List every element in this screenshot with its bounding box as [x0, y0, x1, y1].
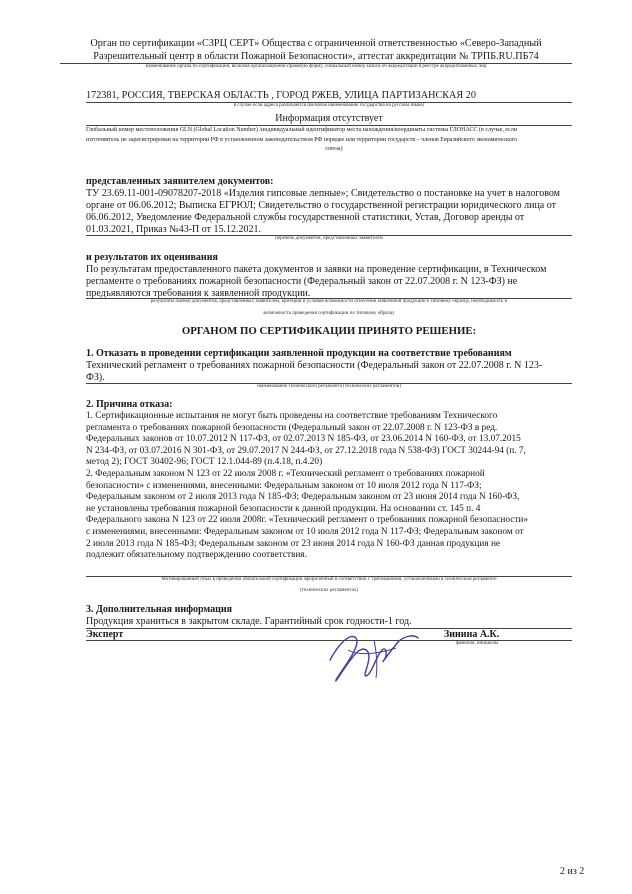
motivation-caption: Мотивированный отказ в проведении обязательной сертификации оформленный в соответствии с требованиями, установленными в техническом регламенте — [161, 577, 497, 582]
documents-heading: представленных заявителем документов: — [86, 176, 274, 187]
evaluation-heading: и результатов их оценивания — [86, 252, 218, 263]
expert-label: Эксперт — [86, 629, 124, 640]
evaluation-caption-2: возможность проведения сертификации по типовому образцу — [263, 311, 395, 316]
issuer-caption: наименование органа по сертификации, включая организационно-правовую форму, уникальный номер записи об аккредитации в реестре аккредитованных лиц — [145, 64, 487, 69]
decision-title: ОРГАНОМ ПО СЕРТИФИКАЦИИ ПРИНЯТО РЕШЕНИЕ: — [181, 325, 477, 337]
evaluation-caption: результаты оценки документов, представленных заявителем, критерии и условия возможности отнесения заявленной продукции к типовому образцу, необходимость и — [150, 299, 508, 304]
section-1: 1. Отказать в проведении сертификации заявленной продукции на соответствие требованиям Технический регламент о требованиях пожарной безопасности (Федеральный закон от 22.07.2008 г. N 123- ФЗ). — [86, 348, 543, 383]
section-3: 3. Дополнительная информация Продукция храниться в закрытом складе. Гарантийный срок годности-1 год. — [86, 604, 412, 627]
address: 172381, РОССИЯ, ТВЕРСКАЯ ОБЛАСТЬ , ГОРОД РЖЕВ, УЛИЦА ПАРТИЗАНСКАЯ 20 — [86, 90, 476, 101]
evaluation-text: По результатам предоставленного пакета документов и заявки на проведение сертификации, в Техническом регламенте о требованиях пожарной безопасности (Федеральный закон от 22.07.2008 г. N 123-ФЗ) не предъявляются требования к заявленной продукции. — [86, 264, 547, 299]
motivation-caption-2: (технических регламентах) — [300, 588, 358, 593]
issuer-line-2: Разрешительный центр в области Пожарной Безопасности», аттестат аккредитации № ТРПБ.RU.ПБ74 — [93, 50, 539, 62]
issuer-header — [60, 38, 572, 63]
gln-value: Информация отсутствует — [275, 113, 383, 124]
expert-name: Зинина А.К. — [444, 629, 500, 640]
page-number: 2 из 2 — [560, 866, 585, 877]
signature-icon — [318, 620, 428, 690]
gln-caption: Глобальный номер местоположения GLN (Global Location Number) /индивидуальный идентификатор места нахождения/координаты системы ГЛОНАСС (в случае, если изготовитель не зарегистрирован на территории РФ в установленном законодательством РФ порядке или территории государств – членов Евразийского экономического союза) — [86, 127, 518, 153]
regulation-caption: наименование технического регламента (технических регламентов) — [257, 384, 401, 389]
documents-caption: перечень документов, представленных заявителем — [275, 236, 383, 241]
documents-text: ТУ 23.69.11-001-09078207-2018 «Изделия гипсовые лепные»; Свидетельство о постановке на учет в налоговом органе от 06.06.2012; Выписка ЕГРЮЛ; Свидетельство о государственной регистрации юридического лица от 06.06.2012, Уведомление Федеральной службы государственной статистики, Устав, Договор аренды от 01.03.2021, Приказ №43-П от 15.12.2021. — [86, 188, 560, 235]
issuer-line-1: Орган по сертификации «СЗРЦ СЕРТ» Общества с ограниченной ответственностью «Северо-Западный — [90, 38, 542, 49]
address-caption: в случае если адреса различаются (включая наименование государства на русском языке) — [233, 103, 425, 108]
expert-name-caption: фамилия, инициалы — [455, 641, 499, 646]
section-2-text: 1. Сертификационные испытания не могут быть проведены на соответствие требованиям Технического регламента о требованиях пожарной безопасности (Федеральный закон от 22.07.2008 г. N 123-ФЗ в ред. Федеральных законов от 10.07.2012 N 117-ФЗ, от 02.07.2013 N 185-ФЗ, от 23.06.2014 N 160-ФЗ, от 13.07.2015 N 234-ФЗ, от 03.07.2016 N 301-ФЗ, от 29.07.2017 N 244-ФЗ, от 27.12.2018 года N 538-ФЗ) ГОСТ 30244-94 (п. 7, метод 2); ГОСТ 30402-96; ГОСТ 12.1.044-89 (п.4.18, п.4.20) 2. Федеральным законом N 123 от 22 июля 2008 г. «Технический регламент о требованиях пожарной безопасности» с изменениями, внесенными: Федеральным законом от 10 июля 2012 года N 117-ФЗ; Федеральным законом от 2 июля 2013 года N 185-ФЗ; Федеральным законом от 23 июня 2014 года N 160-ФЗ, не установлены требования пожарной безопасности к данной продукции. На основании ст. 145 п. 4 Федерального закона N 123 от 22 июля 2008г. «Технический регламент о требованиях пожарной безопасности» с изменениями, внесенными: Федеральным законом от 10 июля 2012 года N 117-ФЗ; Федеральным законом от 2 июля 2013 года N 185-ФЗ; Федеральным законом от 23 июня 2014 года N 160-ФЗ данная продукция не подлежит обязательному подтверждению соответствия. — [86, 411, 529, 561]
section-2-heading: 2. Причина отказа: — [86, 399, 173, 410]
